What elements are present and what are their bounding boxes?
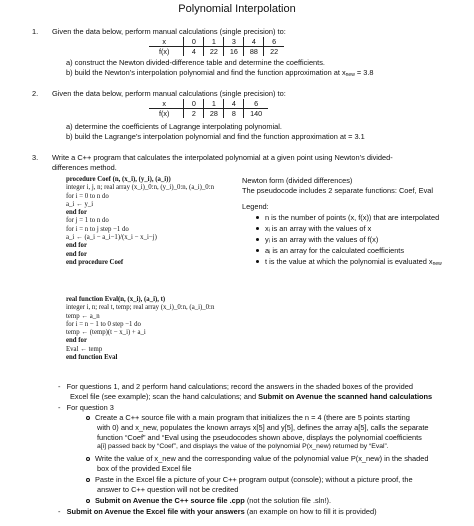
table-header-fx: f(x)	[159, 47, 170, 56]
q3-line-1: Write a C++ program that calculates the interpolated polynomial at a given point using Newton’s divided-	[52, 153, 393, 162]
circle-bullet-icon	[86, 478, 90, 482]
instruction-text: Excel file (see example); scan the hand calculations; and	[70, 392, 259, 401]
dash-marker: -	[58, 403, 67, 412]
instruction-bold: Submit on Avenue the Excel file with your answers	[66, 507, 245, 516]
step-text: Write the value of x_new and the corresponding value of the polynomial value P(x_new) in the shaded	[95, 454, 429, 463]
step-paste-picture	[86, 475, 413, 484]
circle-bullet-icon	[86, 416, 90, 420]
table-cell: 1	[204, 99, 224, 109]
table-cell: 4	[224, 99, 244, 109]
coef-pseudocode	[66, 176, 214, 267]
q1-part-b-value: = 3.8	[354, 68, 374, 77]
step-text: answer to C++ question will not be credited	[97, 485, 239, 494]
step-text: Create a C++ source file with a main program that initializes the n = 4 (there are 5 points starting	[95, 413, 410, 422]
step-text: a[i] passed back by “Coef”, and displays the value of the polynomial P(x_new) returned by “Eval”.	[97, 443, 389, 450]
legend-item	[256, 235, 378, 244]
code-line: for i = n to j step −1 do	[66, 225, 129, 233]
newton-form-heading: Newton form (divided differences)	[242, 176, 353, 185]
step-text: (not the solution file .sln!).	[244, 496, 332, 505]
q1-part-a: a) construct the Newton divided-difference table and determine the coefficients.	[66, 58, 325, 67]
legend-title: Legend:	[242, 202, 269, 211]
table-cell: 0	[184, 99, 204, 109]
q3-number: 3.	[32, 153, 39, 162]
legend-item	[256, 257, 442, 267]
code-line: integer i, n; real t, temp; real array (x_i)_0:n, (a_i)_0:n	[66, 304, 215, 312]
code-line: integer i, j, n; real array (x_i)_0:n, (y_i)_0:n, (a_i)_0:n	[66, 184, 214, 192]
instruction-q3	[58, 403, 114, 412]
code-line: temp ← (temp)(t − x_i) + a_i	[66, 329, 146, 337]
q1-prompt: Given the data below, perform manual calculations (single precision) to:	[52, 27, 286, 36]
q2-part-a: a) determine the coefficients of Lagrange interpolating polynomial.	[66, 122, 282, 131]
table-cell: 16	[224, 47, 244, 57]
code-line: end for	[66, 242, 87, 250]
legend-item-text: n is the number of points (x, f(x)) that are interpolated	[265, 213, 440, 222]
bullet-icon	[256, 227, 259, 230]
table-cell: 0	[184, 37, 204, 47]
code-line: real function Eval(n, (x_i), (a_i), t)	[66, 296, 166, 303]
legend-item	[256, 213, 439, 222]
instruction-submit-excel	[58, 507, 377, 516]
step-text: function “Coef” and “Eval using the pseudocodes shown above, displays the polynomial coefficients	[97, 433, 422, 442]
table-header-x: x	[149, 99, 184, 109]
code-line: for i = n − 1 to 0 step −1 do	[66, 320, 141, 328]
code-line: end function Eval	[66, 354, 118, 362]
dash-marker: -	[58, 507, 67, 516]
step-text: with 0) and x_new, populates the known arrays x[5] and y[5], defines the array a[5], calls the separate	[97, 423, 429, 432]
table-cell: 6	[244, 99, 268, 109]
step-submit-source	[86, 496, 331, 505]
table-cell: 88	[244, 47, 264, 57]
instruction-hand-calculations-cont	[70, 392, 432, 401]
step-create-source	[86, 413, 410, 422]
legend-item-text: aᵢ is an array for the calculated coefficients	[265, 246, 405, 255]
eval-pseudocode	[66, 296, 214, 362]
circle-bullet-icon	[86, 457, 90, 461]
table-cell: 140	[244, 109, 268, 119]
instruction-bold: Submit on Avenue the scanned hand calculations	[258, 392, 433, 401]
instruction-text: (an example on how to fill it is provided)	[244, 507, 377, 516]
legend-item-text: yᵢ is an array with the values of f(x)	[265, 235, 379, 244]
table-cell: 28	[204, 109, 224, 119]
step-write-value	[86, 454, 428, 463]
legend-item-text: xᵢ is an array with the values of x	[265, 224, 372, 233]
legend-item	[256, 246, 404, 255]
table-header-x: x	[149, 37, 184, 47]
table-cell: 4	[184, 47, 204, 57]
circle-bullet-icon	[86, 499, 90, 503]
bullet-icon	[256, 249, 259, 252]
code-line: for i = 0 to n do	[66, 192, 109, 200]
dash-marker: -	[58, 382, 67, 391]
code-line: Eval ← temp	[66, 345, 103, 353]
instruction-text: For question 3	[66, 403, 114, 412]
table-header-fx: f(x)	[159, 109, 170, 118]
code-line: end for	[66, 337, 87, 345]
pseudocode-description: The pseudocode includes 2 separate functions: Coef, Eval	[242, 186, 434, 195]
instruction-hand-calculations	[58, 382, 413, 391]
step-text: Paste in the Excel file a picture of your C++ program output (console); without a picture proof, the	[95, 475, 413, 484]
table-cell: 22	[204, 47, 224, 57]
table-cell: 6	[264, 37, 284, 47]
code-line: end procedure Coef	[66, 258, 124, 266]
code-line: a_i ← y_i	[66, 200, 94, 208]
code-line: for j = 1 to n do	[66, 217, 109, 225]
q2-prompt: Given the data below, perform manual calculations (single precision) to:	[52, 89, 286, 98]
table-cell: 3	[224, 37, 244, 47]
code-line: end for	[66, 209, 87, 217]
step-text: box of the provided Excel file	[97, 464, 192, 473]
table-cell: 22	[264, 47, 284, 57]
code-line: procedure Coef (n, (x_i), (y_i), (a_i))	[66, 176, 171, 183]
legend-item-text: t is the value at which the polynomial is evaluated x	[265, 257, 433, 266]
q2-data-table	[149, 99, 268, 118]
code-line: a_i ← (a_i − a_i−1)/(x_i − x_i−j)	[66, 234, 157, 242]
q2-part-b: b) build the Lagrange’s interpolation polynomial and find the function approximation at = 3.1	[66, 132, 365, 141]
bullet-icon	[256, 260, 259, 263]
code-line: temp ← a_n	[66, 312, 100, 320]
table-cell: 2	[184, 109, 204, 119]
page-title: Polynomial Interpolation	[178, 3, 296, 15]
table-cell: 1	[204, 37, 224, 47]
q3-line-2: differences method.	[52, 163, 117, 172]
q1-data-table	[149, 37, 284, 56]
code-line: end for	[66, 250, 87, 258]
q2-number: 2.	[32, 89, 39, 98]
bullet-icon	[256, 238, 259, 241]
table-cell: 4	[244, 37, 264, 47]
q1-part-b-subscript: new	[345, 72, 355, 78]
q1-number: 1.	[32, 27, 39, 36]
instruction-text: For questions 1, and 2 perform hand calculations; record the answers in the shaded boxes of the provided	[66, 382, 413, 391]
legend-subscript: new	[432, 261, 442, 267]
step-bold: Submit on Avenue the C++ source file .cpp	[95, 496, 245, 505]
legend-item	[256, 224, 371, 233]
q1-part-b-text: b) build the Newton’s interpolation polynomial and find the function approximation at x	[66, 68, 346, 77]
bullet-icon	[256, 216, 259, 219]
table-cell: 8	[224, 109, 244, 119]
q1-part-b	[66, 68, 374, 78]
